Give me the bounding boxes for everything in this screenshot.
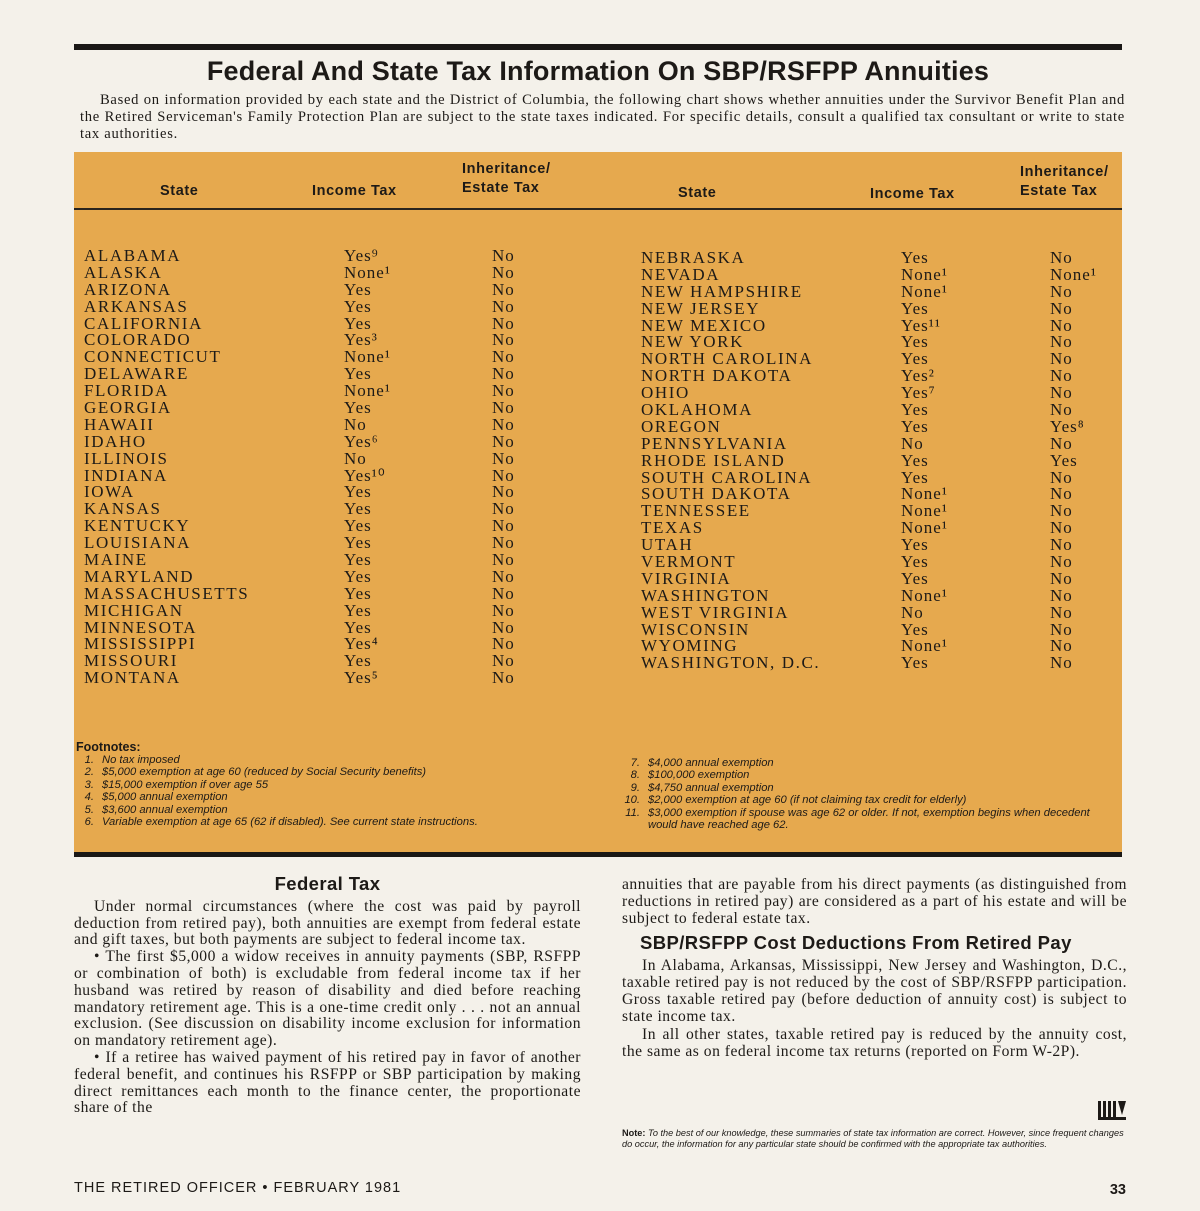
state-name: ARIZONA <box>84 279 172 299</box>
income-tax-value: Yes <box>901 450 929 470</box>
state-name: MAINE <box>84 550 148 570</box>
state-name: OHIO <box>641 383 690 403</box>
footnote-item <box>74 816 584 828</box>
state-name: IDAHO <box>84 431 147 451</box>
estate-tax-value: None¹ <box>1050 264 1097 284</box>
income-tax-value: Yes <box>901 298 929 318</box>
footnote-number: 9. <box>630 781 640 794</box>
income-tax-value: Yes <box>344 550 372 570</box>
income-tax-value: None¹ <box>901 264 948 284</box>
income-tax-value: Yes <box>344 583 372 603</box>
estate-tax-value: No <box>492 296 515 316</box>
estate-tax-value: No <box>492 651 515 671</box>
estate-tax-value: No <box>1050 366 1073 386</box>
left-income-column <box>344 248 391 687</box>
income-tax-value: Yes <box>901 535 929 555</box>
footnote-item <box>620 794 1110 806</box>
state-name: SOUTH DAKOTA <box>641 484 792 504</box>
federal-tax-paragraph-3: • If a retiree has waived payment of his retired pay in favor of another federal benefit, and continues his RSFPP or SBP participation by making direct remittances each month to the finance center, the proportionate share of the <box>74 1048 581 1117</box>
income-tax-value: Yes <box>344 398 372 418</box>
estate-tax-value: No <box>1050 298 1073 318</box>
income-tax-value: None¹ <box>901 484 948 504</box>
estate-tax-value: No <box>1050 349 1073 369</box>
estate-tax-value: No <box>1050 653 1073 673</box>
income-tax-value: Yes <box>344 364 372 384</box>
footnote-number: 5. <box>84 803 94 816</box>
footnote-item <box>74 766 584 778</box>
estate-tax-value: No <box>492 482 515 502</box>
state-name: ALASKA <box>84 262 163 282</box>
income-tax-value: Yes <box>344 482 372 502</box>
state-name: ARKANSAS <box>84 296 189 316</box>
income-tax-value: None¹ <box>344 347 391 367</box>
state-name: PENNSYLVANIA <box>641 433 788 453</box>
header-income-left: Income Tax <box>312 183 397 199</box>
footnotes-right <box>620 757 1110 831</box>
state-name: WEST VIRGINIA <box>641 602 790 622</box>
footnote-text: $4,000 annual exemption <box>648 757 774 769</box>
estate-tax-value: No <box>492 347 515 367</box>
state-name: CALIFORNIA <box>84 313 203 333</box>
estate-tax-value: No <box>492 600 515 620</box>
footnote-text: $100,000 exemption <box>648 769 750 782</box>
intro-paragraph: Based on information provided by each state and the District of Columbia, the following chart shows whether annuities under the Survivor Benefit Plan and the Retired Serviceman's Family Protection Plan are subject to the state taxes indicated. For specific details, consult a qualified tax consultant or write to state tax authorities. <box>80 92 1125 142</box>
income-tax-value: Yes <box>344 566 372 586</box>
estate-tax-value: No <box>492 448 515 468</box>
income-tax-value: Yes <box>344 617 372 637</box>
state-name: MINNESOTA <box>84 617 198 637</box>
income-tax-value: No <box>344 414 367 434</box>
right-text-column <box>622 877 1127 1061</box>
income-tax-value: Yes <box>901 568 929 588</box>
state-name: HAWAII <box>84 414 155 434</box>
income-tax-value: Yes <box>901 400 929 420</box>
estate-tax-value: No <box>1050 602 1073 622</box>
state-name: SOUTH CAROLINA <box>641 467 813 487</box>
income-tax-value: No <box>344 448 367 468</box>
income-tax-value: Yes⁴ <box>344 634 379 654</box>
income-tax-value: Yes² <box>901 366 935 386</box>
income-tax-value: Yes <box>901 349 929 369</box>
income-tax-value: Yes³ <box>344 330 378 350</box>
federal-tax-paragraph-2: • The first $5,000 a widow receives in annuity payments (SBP, RSFPP or combination of both) is excludable from federal income tax if her husband was retired by reason of disability and died before reaching mandatory retirement age. This is a one-time credit only . . . not an annual exclusion. (See discussion on disability income exclusion for information on mandatory retirement age). <box>74 948 581 1050</box>
footnote-text: Variable exemption at age 65 (62 if disabled). See current state instructions. <box>102 816 478 829</box>
state-name: OREGON <box>641 416 722 436</box>
page-number: 33 <box>1109 1182 1126 1198</box>
federal-tax-column <box>74 873 581 1117</box>
footnote-number: 10. <box>624 794 640 807</box>
state-name: NEW YORK <box>641 332 744 352</box>
left-state-column <box>84 248 249 687</box>
income-tax-value: Yes <box>344 533 372 553</box>
state-name: WYOMING <box>641 636 739 656</box>
estate-tax-value: No <box>1050 315 1073 335</box>
income-tax-value: No <box>901 433 924 453</box>
estate-tax-value: No <box>492 634 515 654</box>
income-tax-value: Yes <box>901 416 929 436</box>
estate-tax-value: No <box>1050 332 1073 352</box>
state-name: VIRGINIA <box>641 568 732 588</box>
income-tax-value: None¹ <box>901 501 948 521</box>
federal-tax-paragraph-4: annuities that are payable from his direct payments (as distinguished from reductions in retired pay) are considered as a part of his estate and will be subject to federal estate tax. <box>622 876 1127 927</box>
estate-tax-value: No <box>492 499 515 519</box>
estate-tax-value: No <box>492 364 515 384</box>
header-estate-left: Inheritance/ Estate Tax <box>462 161 551 196</box>
estate-tax-value: No <box>492 566 515 586</box>
state-name: NEW MEXICO <box>641 315 767 335</box>
estate-tax-value: No <box>1050 467 1073 487</box>
state-name: IOWA <box>84 482 135 502</box>
income-tax-value: Yes <box>901 619 929 639</box>
state-name: MICHIGAN <box>84 600 184 620</box>
header-income-right: Income Tax <box>870 186 955 202</box>
footnote-item <box>74 804 584 816</box>
state-name: GEORGIA <box>84 398 172 418</box>
income-tax-value: Yes <box>344 313 372 333</box>
footnote-text: $4,750 annual exemption <box>648 781 774 794</box>
state-name: NORTH CAROLINA <box>641 349 814 369</box>
cost-deductions-heading: SBP/RSFPP Cost Deductions From Retired Pay <box>640 932 1072 954</box>
state-name: NEW HAMPSHIRE <box>641 281 803 301</box>
estate-tax-value: No <box>492 313 515 333</box>
footnote-number: 1. <box>84 754 94 766</box>
income-tax-value: None¹ <box>901 518 948 538</box>
income-tax-value: Yes <box>344 499 372 519</box>
page-title: Federal And State Tax Information On SBP/RSFPP Annuities <box>206 56 990 86</box>
state-name: FLORIDA <box>84 381 169 401</box>
state-name: KANSAS <box>84 499 162 519</box>
footnote-text: $5,000 annual exemption <box>102 791 228 804</box>
end-mark-logo <box>1096 1097 1128 1123</box>
footnote-number: 4. <box>84 791 94 804</box>
table-bottom-rule <box>74 852 1122 857</box>
estate-tax-value: No <box>1050 518 1073 538</box>
footnote-item <box>74 754 584 766</box>
estate-tax-value: No <box>492 431 515 451</box>
estate-tax-value: Yes <box>1050 450 1078 470</box>
state-name: ILLINOIS <box>84 448 169 468</box>
estate-tax-value: Yes⁸ <box>1050 416 1085 436</box>
footnotes-heading: Footnotes: <box>76 740 141 754</box>
footnote-text: $3,600 annual exemption <box>102 803 228 816</box>
estate-tax-value: No <box>1050 619 1073 639</box>
state-name: NORTH DAKOTA <box>641 366 793 386</box>
income-tax-value: Yes <box>344 516 372 536</box>
cost-deductions-paragraph-1: In Alabama, Arkansas, Mississippi, New Jersey and Washington, D.C., taxable retired pay is not reduced by the cost of SBP/RSFPP participation. Gross taxable retired pay (before deduction of annuity cost) is subject to state income tax. <box>622 957 1127 1025</box>
income-tax-value: Yes⁶ <box>344 431 379 451</box>
income-tax-value: None¹ <box>344 262 391 282</box>
estate-tax-value: No <box>492 516 515 536</box>
estate-tax-value: No <box>1050 535 1073 555</box>
footnotes-left <box>74 754 584 828</box>
header-state-left: State <box>160 183 199 199</box>
estate-tax-value: No <box>492 279 515 299</box>
state-name: RHODE ISLAND <box>641 450 786 470</box>
header-estate-right: Inheritance/ Estate Tax <box>1020 164 1109 199</box>
state-name: MISSOURI <box>84 651 179 671</box>
income-tax-value: Yes <box>344 600 372 620</box>
estate-tax-value: No <box>492 465 515 485</box>
footnote-item <box>74 791 584 803</box>
state-name: WASHINGTON <box>641 585 771 605</box>
state-name: WISCONSIN <box>641 619 750 639</box>
income-tax-value: Yes¹⁰ <box>344 465 386 485</box>
state-name: VERMONT <box>641 552 737 572</box>
footnote-item <box>620 769 1110 781</box>
estate-tax-value: No <box>492 262 515 282</box>
estate-tax-value: No <box>1050 433 1073 453</box>
state-name: WASHINGTON, D.C. <box>641 653 821 673</box>
note-label: Note: <box>622 1128 646 1138</box>
footnote-number: 2. <box>84 766 94 779</box>
state-name: NEBRASKA <box>641 248 746 267</box>
income-tax-value: Yes <box>901 552 929 572</box>
income-tax-value: Yes⁵ <box>344 668 379 688</box>
footnote-text: $2,000 exemption at age 60 (if not claiming tax credit for elderly) <box>648 794 967 807</box>
top-rule <box>74 44 1122 50</box>
estate-tax-value: No <box>492 583 515 603</box>
tax-table <box>74 152 1122 852</box>
income-tax-value: None¹ <box>344 381 391 401</box>
cost-deductions-paragraph-2: In all other states, taxable retired pay is reduced by the annuity cost, the same as on federal income tax returns (reported on Form W-2P). <box>622 1026 1127 1061</box>
footnote-item <box>620 757 1110 769</box>
estate-tax-value: No <box>492 533 515 553</box>
state-name: TEXAS <box>641 518 704 538</box>
state-name: MONTANA <box>84 668 181 688</box>
estate-tax-value: No <box>1050 248 1073 267</box>
header-rule <box>74 208 1122 210</box>
income-tax-value: No <box>901 602 924 622</box>
state-name: KENTUCKY <box>84 516 191 536</box>
state-name: NEW JERSEY <box>641 298 761 318</box>
income-tax-value: Yes <box>901 467 929 487</box>
footnote-item <box>620 782 1110 794</box>
estate-tax-value: No <box>492 414 515 434</box>
footnote-item <box>620 807 1110 832</box>
estate-tax-value: No <box>1050 281 1073 301</box>
state-name: MASSACHUSETTS <box>84 583 250 603</box>
state-name: OKLAHOMA <box>641 400 753 420</box>
footer-publication: THE RETIRED OFFICER • FEBRUARY 1981 <box>74 1180 402 1196</box>
estate-tax-value: No <box>1050 400 1073 420</box>
estate-tax-value: No <box>1050 484 1073 504</box>
estate-tax-value: No <box>492 550 515 570</box>
estate-tax-value: No <box>492 398 515 418</box>
state-name: TENNESSEE <box>641 501 751 521</box>
note <box>622 1128 1127 1149</box>
footnote-number: 8. <box>630 769 640 782</box>
state-name: DELAWARE <box>84 364 189 384</box>
income-tax-value: None¹ <box>901 585 948 605</box>
right-state-column <box>641 250 820 672</box>
footnote-number: 11. <box>625 806 640 819</box>
estate-tax-value: No <box>1050 552 1073 572</box>
estate-tax-value: No <box>1050 585 1073 605</box>
footnote-item <box>74 779 584 791</box>
estate-tax-value: No <box>492 330 515 350</box>
left-estate-column <box>492 248 515 687</box>
header-state-right: State <box>678 185 717 201</box>
income-tax-value: Yes <box>901 332 929 352</box>
income-tax-value: None¹ <box>901 281 948 301</box>
state-name: COLORADO <box>84 330 192 350</box>
income-tax-value: Yes¹¹ <box>901 315 941 335</box>
estate-tax-value: No <box>492 246 515 265</box>
state-name: NEVADA <box>641 264 721 284</box>
income-tax-value: Yes <box>901 248 929 267</box>
state-name: UTAH <box>641 535 694 555</box>
footnote-number: 3. <box>84 778 94 791</box>
footnote-text: $5,000 exemption at age 60 (reduced by Social Security benefits) <box>102 766 427 779</box>
state-name: INDIANA <box>84 465 168 485</box>
federal-tax-heading: Federal Tax <box>274 873 381 894</box>
estate-tax-value: No <box>1050 636 1073 656</box>
estate-tax-value: No <box>492 381 515 401</box>
income-tax-value: Yes⁹ <box>344 246 379 265</box>
income-tax-value: Yes <box>344 279 372 299</box>
right-estate-column <box>1050 250 1097 672</box>
footnote-number: 6. <box>84 816 94 829</box>
state-name: ALABAMA <box>84 246 182 265</box>
footnote-text: $3,000 exemption if spouse was age 62 or older. If not, exemption begins when decedent would have reached age 62. <box>648 806 1090 832</box>
estate-tax-value: No <box>492 617 515 637</box>
state-name: LOUISIANA <box>84 533 191 553</box>
footnote-text: $15,000 exemption if over age 55 <box>102 778 269 791</box>
footnote-number: 7. <box>630 757 640 769</box>
state-name: CONNECTICUT <box>84 347 222 367</box>
income-tax-value: Yes <box>344 651 372 671</box>
right-income-column <box>901 250 948 672</box>
federal-tax-paragraph-1: Under normal circumstances (where the cost was paid by payroll deduction from retired pay), both annuities are exempt from federal estate and gift taxes, but both payments are subject to federal income tax. <box>74 897 581 949</box>
estate-tax-value: No <box>1050 501 1073 521</box>
estate-tax-value: No <box>492 668 515 688</box>
state-name: MISSISSIPPI <box>84 634 197 654</box>
income-tax-value: Yes <box>344 296 372 316</box>
estate-tax-value: No <box>1050 568 1073 588</box>
income-tax-value: None¹ <box>901 636 948 656</box>
income-tax-value: Yes <box>901 653 929 673</box>
note-text: To the best of our knowledge, these summaries of state tax information are correct. However, since frequent changes do occur, the information for any particular state should be confirmed with the appropriate tax authorities. <box>622 1128 1124 1149</box>
estate-tax-value: No <box>1050 383 1073 403</box>
state-name: MARYLAND <box>84 566 195 586</box>
income-tax-value: Yes⁷ <box>901 383 936 403</box>
footnote-text: No tax imposed <box>102 754 180 766</box>
